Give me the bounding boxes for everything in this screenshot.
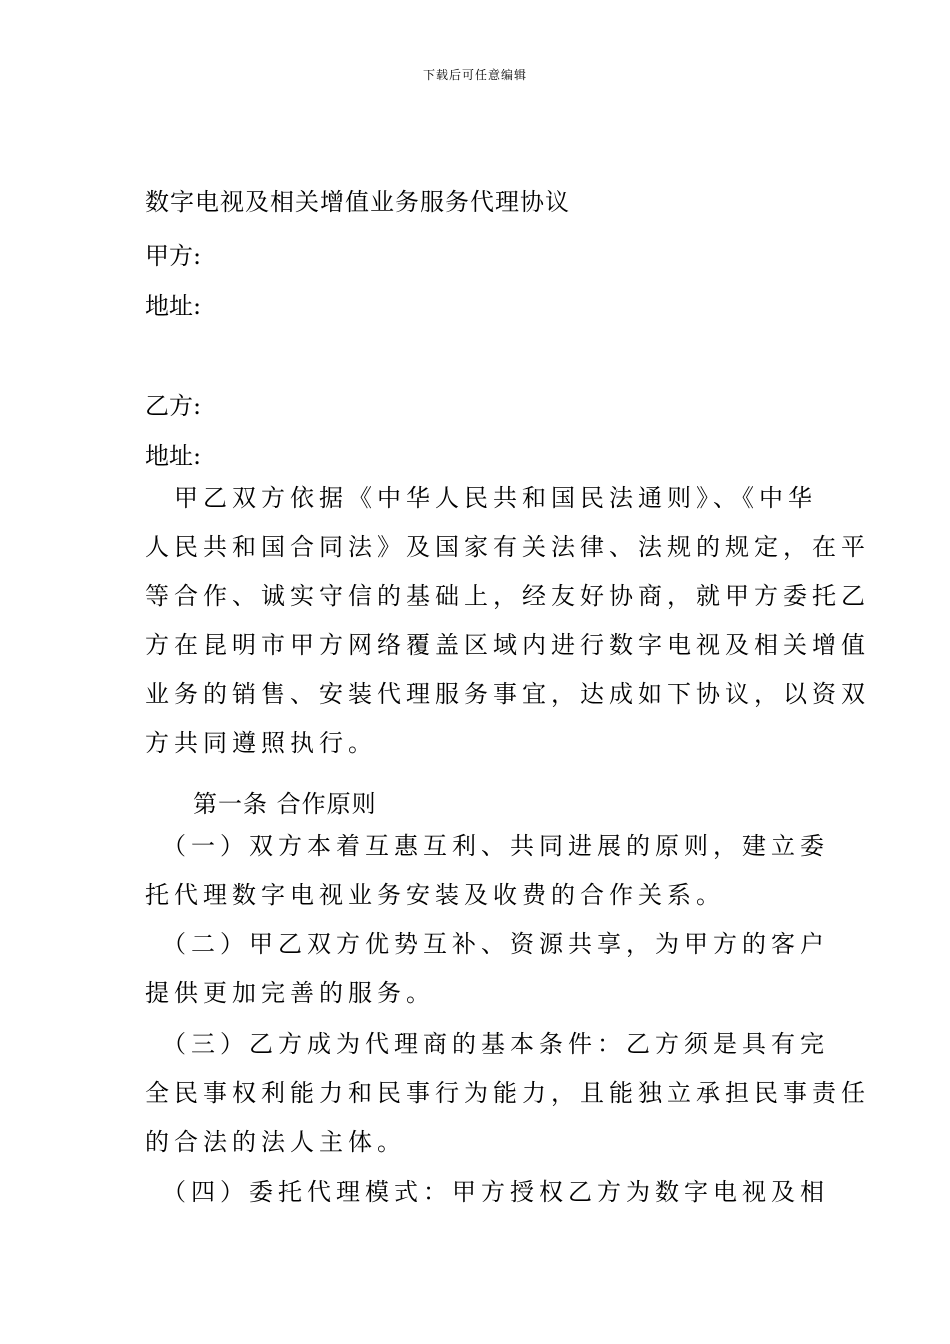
party-a-address-label: 地址: [145,292,202,320]
clause-line: （一）双方本着互惠互利、共同进展的原则，建立委 [145,832,829,860]
clause-3-paragraph [145,1020,870,1167]
clause-line: （四）委托代理模式：甲方授权乙方为数字电视及相 [145,1178,829,1206]
clause-4-paragraph [145,1168,829,1217]
preamble-line: 等合作、诚实守信的基础上，经友好协商，就甲方委托乙 [145,582,870,610]
party-b-address-label: 地址: [145,442,202,470]
article-1-title: 第一条 合作原则 [193,790,377,818]
preamble-line: 人民共和国合同法》及国家有关法律、法规的规定，在平 [145,533,870,561]
party-b-label: 乙方: [145,392,202,420]
clause-1-paragraph [145,822,829,920]
clause-line: （二）甲乙双方优势互补、资源共享，为甲方的客户 [145,930,829,958]
clause-line: （三）乙方成为代理商的基本条件：乙方须是具有完 [145,1030,829,1058]
preamble-line: 业务的销售、安装代理服务事宜，达成如下协议，以资双 [145,680,870,708]
clause-line: 托代理数字电视业务安装及收费的合作关系。 [145,881,725,909]
preamble-line: 方在昆明市甲方网络覆盖区域内进行数字电视及相关增值 [145,631,870,659]
clause-2-paragraph [145,920,829,1018]
preamble-line: 甲乙双方依据《中华人民共和国民法通则》、《中华 [145,484,817,512]
clause-line: 的合法的法人主体。 [145,1128,406,1156]
party-a-label: 甲方: [145,242,202,270]
preamble-paragraph [145,474,870,768]
clause-line: 提供更加完善的服务。 [145,979,435,1007]
header-note: 下载后可任意编辑 [422,68,527,82]
document-title: 数字电视及相关增值业务服务代理协议 [145,188,570,216]
preamble-line: 方共同遵照执行。 [145,729,377,757]
clause-line: 全民事权利能力和民事行为能力，且能独立承担民事责任 [145,1079,870,1107]
